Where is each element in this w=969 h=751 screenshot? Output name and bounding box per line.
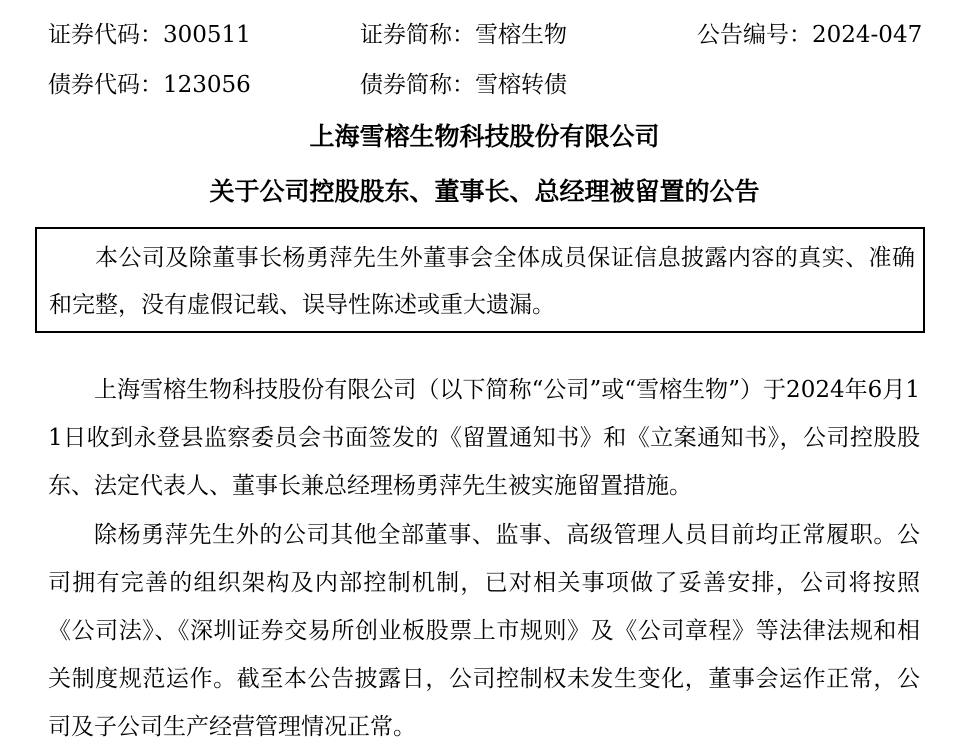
responsibility-statement-box [35,227,925,333]
body-paragraph-2: 除杨勇萍先生外的公司其他全部董事、监事、高级管理人员目前均正常履职。公司拥有完善的组织架构及内部控制机制，已对相关事项做了妥善安排，公司将按照《公司法》、《深圳证券交易所创业板股票上市规则》及《公司章程》等法律法规和相关制度规范运作。截至本公告披露日，公司控制权未发生变化，董事会运作正常，公司及子公司生产经营管理情况正常。 [48,522,920,740]
company-title: 上海雪榕生物科技股份有限公司 [309,122,660,151]
stock-code: 证券代码：300511 [48,22,251,48]
bond-name: 债券简称：雪榕转债 [360,72,567,98]
stock-name: 证券简称：雪榕生物 [360,22,567,48]
responsibility-statement: 本公司及除董事长杨勇萍先生外董事会全体成员保证信息披露内容的真实、准确和完整，没有虚假记载、误导性陈述或重大遗漏。 [49,245,915,318]
announcement-number: 公告编号：2024-047 [697,22,923,48]
announcement-title: 关于公司控股股东、董事长、总经理被留置的公告 [209,177,760,206]
bond-code: 债券代码：123056 [48,72,251,98]
body-paragraph-1: 上海雪榕生物科技股份有限公司（以下简称“公司”或“雪榕生物”）于2024年6月11日收到永登县监察委员会书面签发的《留置通知书》和《立案通知书》，公司控股股东、法定代表人、董事长兼总经理杨勇萍先生被实施留置措施。 [48,377,920,499]
